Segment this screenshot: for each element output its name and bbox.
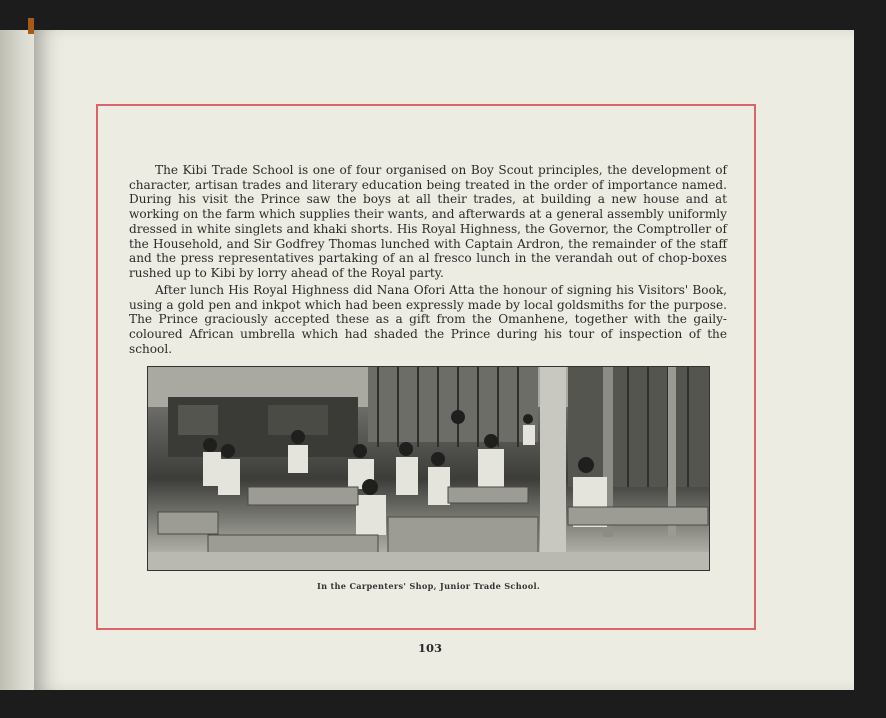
page-number: 103 — [417, 641, 442, 655]
carpenters-shop-photo — [147, 366, 710, 571]
body-paragraph-2: After lunch His Royal Highness did Nana Ofori Atta the honour of signing his Visitors' Book, using a gold pen and inkpot which had been expressly made by local goldsmiths for the purpose. The Prince graciously accepted these as a gift from the Omanhene, together with the gaily-coloured African umbrella which had shaded the Prince during his tour of inspection of the school. — [129, 283, 727, 356]
photo-illustration — [148, 367, 710, 571]
photo-caption: In the Carpenters' Shop, Junior Trade School. — [316, 581, 541, 591]
body-paragraph-1: The Kibi Trade School is one of four organised on Boy Scout principles, the development of character, artisan trades and literary education being treated in the order of importance named. During his visit the Prince saw the boys at all their trades, at building a new house and at working on the farm which supplies their wants, and afterwards at a general assembly uniformly dressed in white singlets and khaki shorts. His Royal Highness, the Governor, the Comptroller of the Household, and Sir Godfrey Thomas lunched with Captain Ardron, the remainder of the staff and the press representatives partaking of an al fresco lunch in the verandah out of chop-boxes rushed up to Kibi by lorry ahead of the Royal party. — [129, 163, 727, 280]
